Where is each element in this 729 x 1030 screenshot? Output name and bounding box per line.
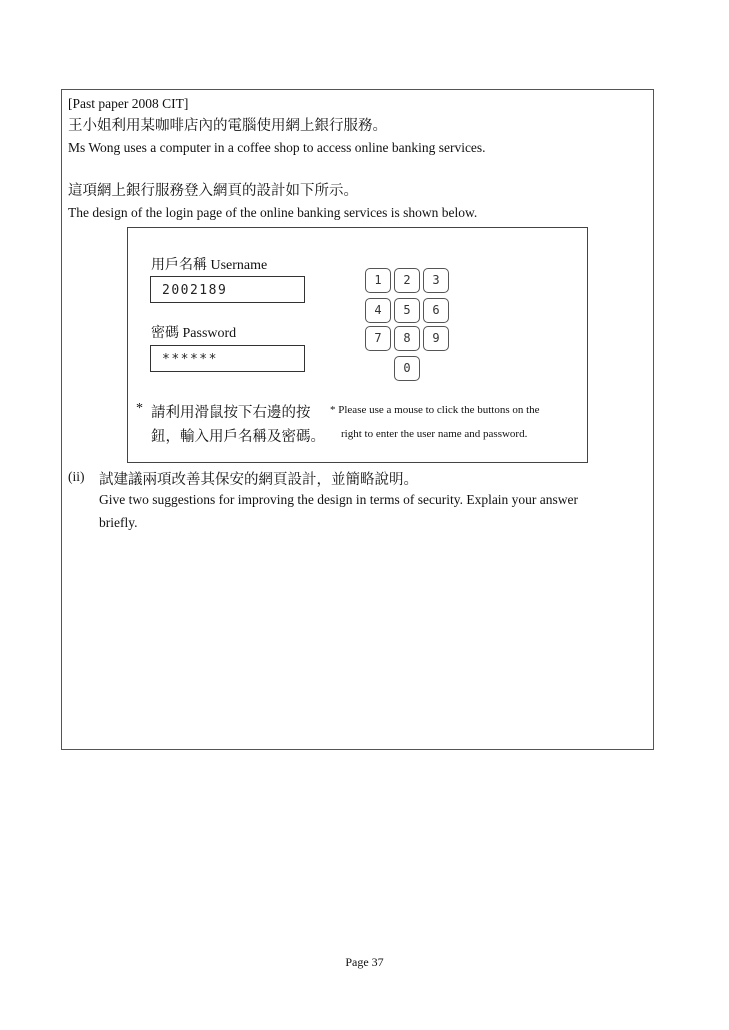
design-chinese: 這項網上銀行服務登入網頁的設計如下所示。 <box>68 183 358 199</box>
note-chinese-line-2: 鈕，輸入用戶名稱及密碼。 <box>151 429 325 445</box>
keypad-button-1[interactable]: 1 <box>365 268 391 293</box>
intro-english: Ms Wong uses a computer in a coffee shop to access online banking services. <box>68 140 486 155</box>
password-field[interactable]: ****** <box>150 345 305 372</box>
note-asterisk: * <box>136 401 143 416</box>
keypad-button-0[interactable]: 0 <box>394 356 420 381</box>
keypad-button-8[interactable]: 8 <box>394 326 420 351</box>
question-chinese: 試建議兩項改善其保安的網頁設計，並簡略說明。 <box>99 472 418 488</box>
keypad-button-9[interactable]: 9 <box>423 326 449 351</box>
username-field[interactable]: 2002189 <box>150 276 305 303</box>
question-english-line-1: Give two suggestions for improving the design in terms of security. Explain your answer <box>99 492 579 507</box>
keypad-button-6[interactable]: 6 <box>423 298 449 323</box>
question-number: (ii) <box>68 469 85 484</box>
note-english-line-1: * Please use a mouse to click the buttons on the <box>330 404 540 416</box>
username-label: 用戶名稱 Username <box>151 258 268 273</box>
keypad-button-7[interactable]: 7 <box>365 326 391 351</box>
question-english-line-2: briefly. <box>99 515 138 530</box>
note-english-line-2: right to enter the user name and password. <box>341 428 528 440</box>
page-number: Page 37 <box>345 955 384 969</box>
keypad-button-2[interactable]: 2 <box>394 268 420 293</box>
intro-chinese: 王小姐利用某咖啡店內的電腦使用網上銀行服務。 <box>68 118 387 134</box>
past-paper-source: [Past paper 2008 CIT] <box>68 96 189 111</box>
keypad-button-5[interactable]: 5 <box>394 298 420 323</box>
keypad-button-3[interactable]: 3 <box>423 268 449 293</box>
keypad-button-4[interactable]: 4 <box>365 298 391 323</box>
password-label: 密碼 Password <box>151 326 237 341</box>
design-english: The design of the login page of the online banking services is shown below. <box>68 205 478 220</box>
note-chinese-line-1: 請利用滑鼠按下右邊的按 <box>151 405 311 421</box>
